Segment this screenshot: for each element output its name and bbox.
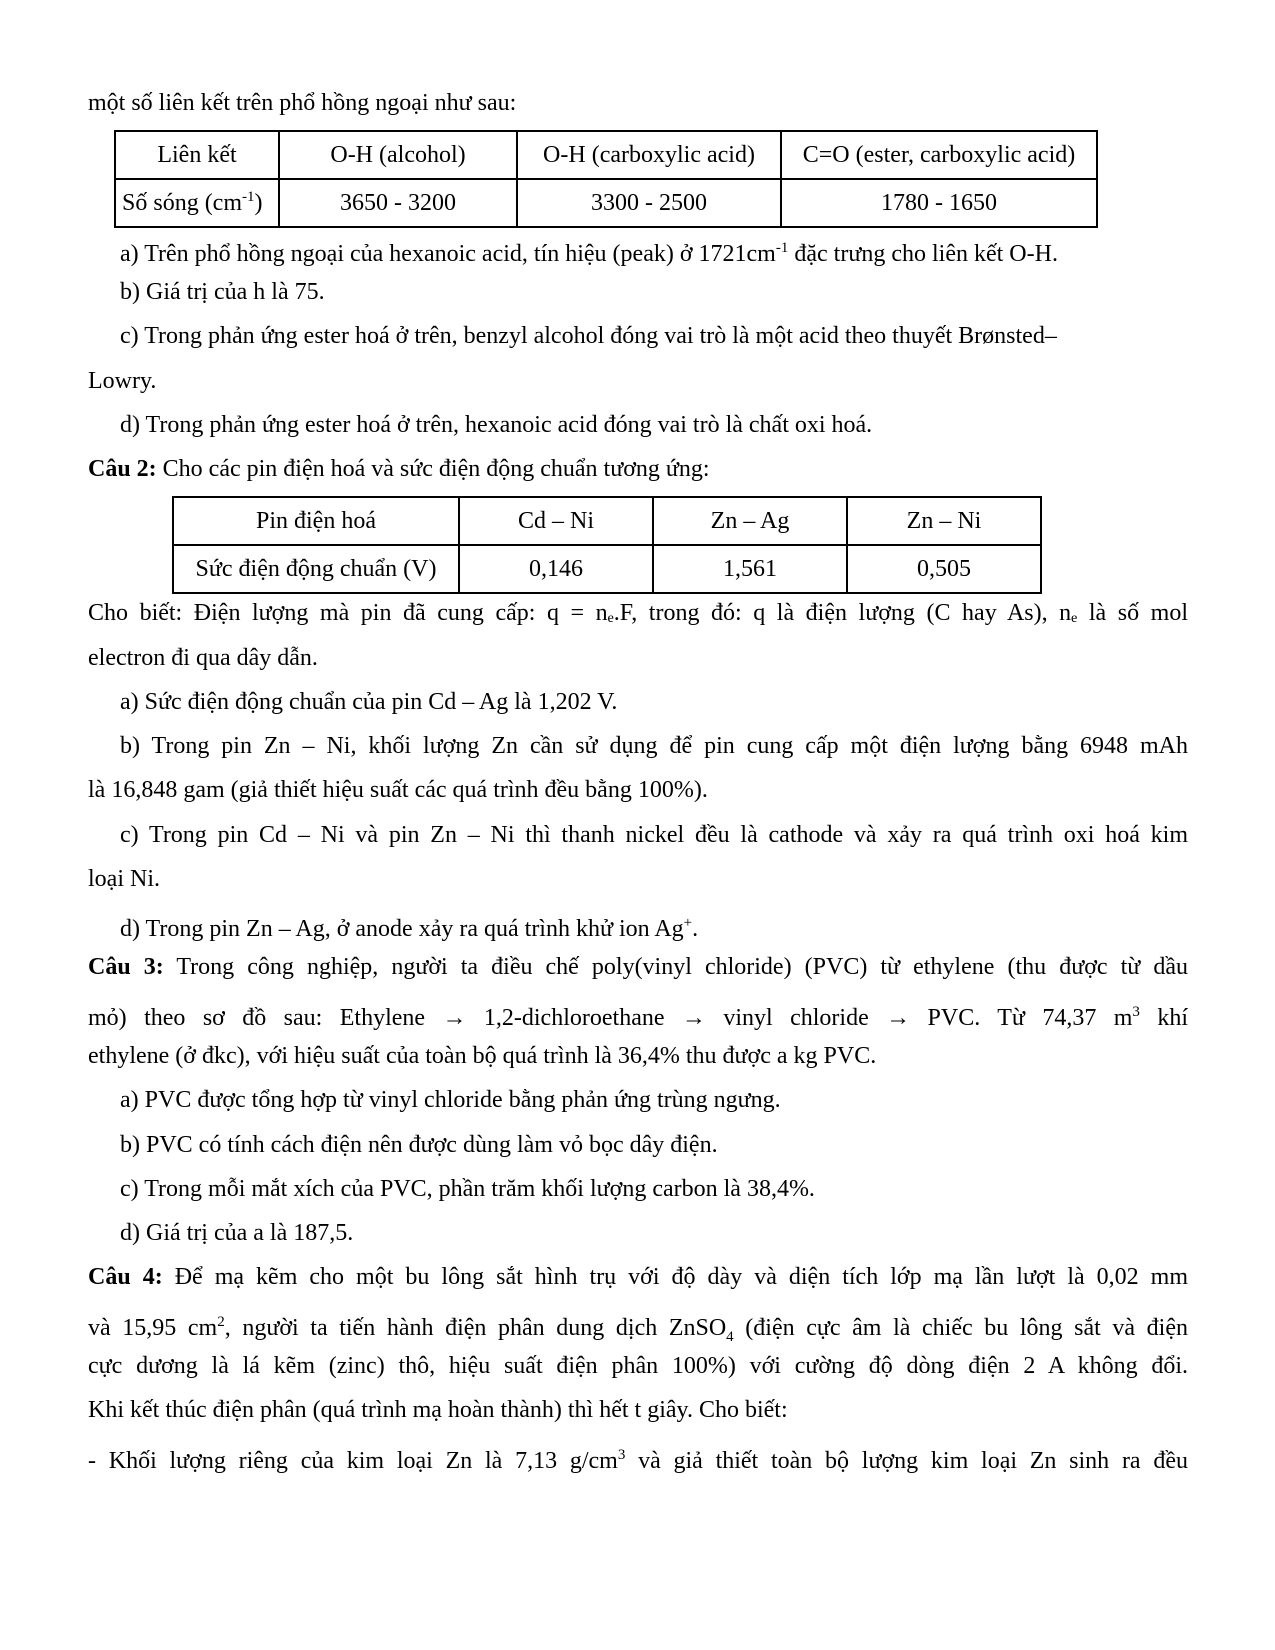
table-cell-row-label: Số sóng $(cm^{-1})$ (115, 179, 279, 227)
q3-option-d: d) Giá trị của a là 187,5. (120, 1220, 354, 1246)
table-cell: 1780 - 1650 (781, 179, 1097, 227)
q2-option-c: c) Trong pin Cd – Ni và pin Zn – Ni thì thanh nickel đều là cathode và xảy ra quá trình oxi hoá kim (120, 822, 1188, 848)
cell-emf-table (172, 496, 1042, 594)
table-cell: O-H (carboxylic acid) (517, 131, 781, 179)
table-row (115, 131, 1097, 179)
q3-line3: ethylene (ở đkc), với hiệu suất của toàn bộ quá trình là 36,4% thu được a kg PVC. (88, 1043, 877, 1069)
q1-option-d: d) Trong phản ứng ester hoá ở trên, hexanoic acid đóng vai trò là chất oxi hoá. (120, 412, 873, 438)
q1-option-b: b) Giá trị của h là 75. (120, 279, 325, 305)
q3-option-c: c) Trong mỗi mắt xích của PVC, phần trăm khối lượng carbon là 38,4%. (120, 1176, 815, 1202)
q3-line2: mỏ) theo sơ đồ sau: Ethylene → 1,2-dichloroethane → vinyl chloride → PVC. Từ 74,37 $m^3$ khí (88, 1004, 1188, 1031)
table-cell: O-H (alcohol) (279, 131, 517, 179)
q4-line3: cực dương là lá kẽm (zinc) thô, hiệu suất điện phân 100%) với cường độ dòng điện 2 A không đổi. (88, 1353, 1188, 1379)
table-cell: 3650 - 3200 (279, 179, 517, 227)
intro-text: một số liên kết trên phổ hồng ngoại như sau: (88, 90, 517, 116)
q3-option-a: a) PVC được tổng hợp từ vinyl chloride bằng phản ứng trùng ngưng. (120, 1087, 781, 1113)
table-cell: Zn – Ag (653, 497, 847, 545)
table-cell: C=O (ester, carboxylic acid) (781, 131, 1097, 179)
q2-option-b-cont: là 16,848 gam (giả thiết hiệu suất các quá trình đều bằng 100%). (88, 777, 708, 803)
q1-option-a: a) Trên phổ hồng ngoại của hexanoic acid, tín hiệu (peak) ở $1721cm^{-1}$ đặc trưng cho liên kết O-H. (120, 240, 1058, 267)
q2-note-line1: Cho biết: Điện lượng mà pin đã cung cấp: q = nₑ.F, trong đó: q là điện lượng (C hay As), nₑ là số mol (88, 600, 1188, 626)
q2-note-line2: electron đi qua dây dẫn. (88, 645, 318, 671)
q3-heading: Câu 3: Trong công nghiệp, người ta điều chế poly(vinyl chloride) (PVC) từ ethylene (thu được từ dầu (88, 954, 1188, 980)
table-cell: Zn – Ni (847, 497, 1041, 545)
table-cell: Cd – Ni (459, 497, 653, 545)
table-row (173, 545, 1041, 593)
q4-line2: và 15,95 $cm^2$, người ta tiến hành điện phân dung dịch ZnSO$_4$ (điện cực âm là chiếc bu lông sắt và điện (88, 1314, 1188, 1345)
q4-line4: Khi kết thúc điện phân (quá trình mạ hoàn thành) thì hết t giây. Cho biết: (88, 1397, 788, 1423)
ir-table (114, 130, 1098, 228)
q2-option-c-cont: loại Ni. (88, 866, 160, 892)
q1-option-c: c) Trong phản ứng ester hoá ở trên, benzyl alcohol đóng vai trò là một acid theo thuyết Brønsted– (120, 323, 1057, 349)
q2-option-d: d) Trong pin Zn – Ag, ở anode xảy ra quá trình khử ion Ag+. (120, 915, 699, 942)
q1-option-c-cont: Lowry. (88, 368, 157, 394)
q2-heading: Câu 2: Cho các pin điện hoá và sức điện động chuẩn tương ứng: (88, 456, 710, 482)
table-cell: 1,561 (653, 545, 847, 593)
table-row (115, 179, 1097, 227)
q2-option-a: a) Sức điện động chuẩn của pin Cd – Ag là 1,202 V. (120, 689, 618, 715)
q4-line5: - Khối lượng riêng của kim loại Zn là 7,13 $g/cm^3$ và giả thiết toàn bộ lượng kim loại Zn sinh ra đều (88, 1447, 1188, 1474)
q2-option-b: b) Trong pin Zn – Ni, khối lượng Zn cần sử dụng để pin cung cấp một điện lượng bằng 6948 mAh (120, 733, 1188, 759)
table-row (173, 497, 1041, 545)
table-cell: 0,146 (459, 545, 653, 593)
table-cell: Liên kết (115, 131, 279, 179)
table-cell: Pin điện hoá (173, 497, 459, 545)
table-cell: 0,505 (847, 545, 1041, 593)
q3-option-b: b) PVC có tính cách điện nên được dùng làm vỏ bọc dây điện. (120, 1132, 718, 1158)
q4-heading: Câu 4: Để mạ kẽm cho một bu lông sắt hình trụ với độ dày và diện tích lớp mạ lần lượt là 0,02 mm (88, 1264, 1189, 1290)
table-cell: Sức điện động chuẩn (V) (173, 545, 459, 593)
table-cell: 3300 - 2500 (517, 179, 781, 227)
